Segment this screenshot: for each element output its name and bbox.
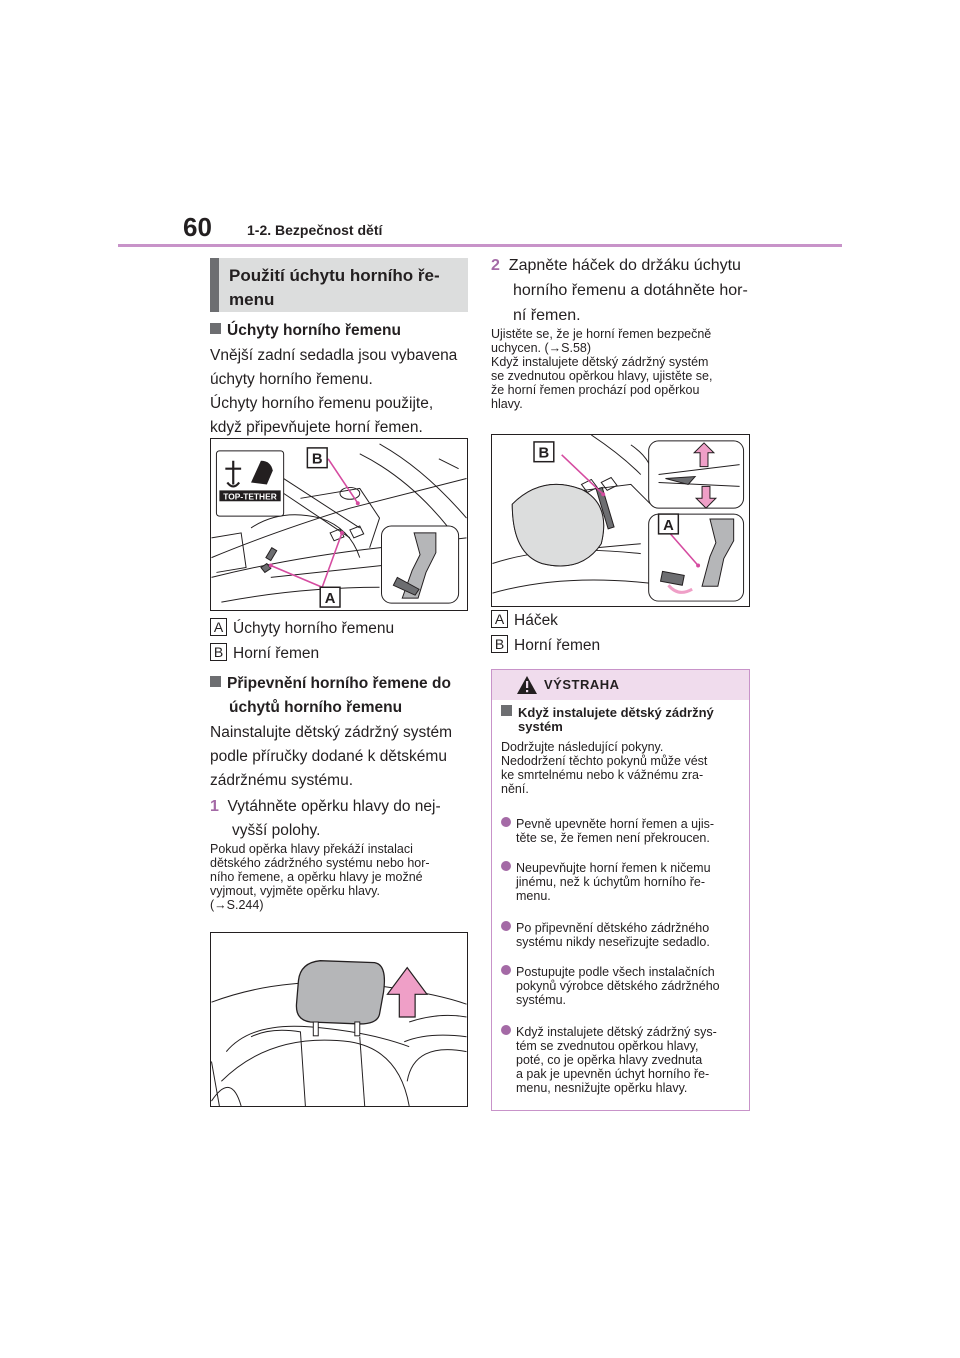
paragraph-anchors: Vnější zadní sedadla jsou vybavena úchyty horního řemenu. [210,347,458,388]
figure-hook-illustration [491,434,750,607]
subheading-anchors: Úchyty horního řemenu [210,319,401,343]
headrest-illustration [211,933,467,1106]
square-bullet-icon [210,676,221,687]
warning-intro: Dodržujte následující pokyny. Nedodržení těchto pokynů může vést ke smrtelnému nebo k vážnému zra- nění. [501,740,708,796]
paragraph-use-anchors: Úchyty horního řemenu použijte, když připevňujete horní řemen. [210,395,434,436]
legend-b: B Horní řemen [210,642,319,666]
hook-illustration [492,435,749,606]
title-text [229,264,469,312]
warning-bullet-3: Po připevnění dětského zádržného systému nikdy neseřizujte sedadlo. [501,920,741,949]
step-2: 2 Zapněte háček do držáku úchytu horního řemenu a dotáhněte hor- ní řemen. [491,257,748,324]
legend-b-tether: B Horní řemen [491,634,600,658]
legend-a: A Úchyty horního řemenu [210,617,394,641]
note-tether-secured: Ujistěte se, že je horní řemen bezpečně uchycen. (→S.58) Když instalujete dětský zádržný systém se zvednutou opěrkou hlavy, ujistěte se, že horní řemen prochází pod opěrkou hlavy. [491,327,713,411]
step-1-number: 1 [210,798,219,815]
bullet-dot-icon [501,921,511,931]
warning-subheading: Když instalujete dětský zádržný systém [501,705,741,734]
step-1: 1 Vytáhněte opěrku hlavy do nej- vyšší polohy. [210,798,441,839]
subheading-attach: Připevnění horního řemene do úchytů horního řemenu [210,672,451,720]
bullet-dot-icon [501,861,511,871]
figure-anchor-illustration [210,438,468,611]
legend-key-a: A [210,618,227,636]
bullet-dot-icon [501,965,511,975]
paragraph-install: Nainstalujte dětský zádržný systém podle příručky dodané k dětskému zádržnému systému. [210,724,453,789]
title-line-2: menu [229,290,275,309]
warning-box [491,669,750,1111]
legend-a-hook: A Háček [491,609,558,633]
warning-title: VÝSTRAHA [544,677,620,692]
anchor-illustration [211,439,467,610]
label-b-callout: B [538,445,550,462]
note-headrest: Pokud opěrka hlavy překáží instalaci dětského zádržného systému nebo hor- ního řemene, a opěrku hlavy je možné vyjmout, vyjměte opěrku hlavy. (→S.244) [210,842,430,912]
warning-triangle-icon [516,675,538,695]
bullet-dot-icon [501,1025,511,1035]
label-a-callout: A [324,591,336,608]
step-2-number: 2 [491,257,500,274]
label-b-callout: B [311,451,323,468]
legend-key-b: B [210,643,227,661]
section-title: 1-2. Bezpečnost dětí [247,222,383,238]
page-number: 60 [183,212,212,242]
label-a-callout: A [663,517,674,534]
top-tether-badge-text: TOP-TETHER [223,491,277,502]
square-bullet-icon [210,323,221,334]
warning-bullet-1: Pevně upevněte horní řemen a ujis- těte se, že řemen není překroucen. [501,816,741,845]
warning-bullet-4: Postupujte podle všech instalačních pokynů výrobce dětského zádržného systému. [501,964,741,1007]
section-title-box [210,258,468,312]
legend-key-b: B [491,635,508,653]
warning-header [492,670,749,700]
figure-headrest-illustration [210,932,468,1107]
header-rule [118,244,842,247]
bullet-dot-icon [501,817,511,827]
legend-key-a: A [491,610,508,628]
square-bullet-icon [501,705,512,716]
warning-bullet-2: Neupevňujte horní řemen k ničemu jinému, než k úchytům horního ře- menu. [501,860,741,903]
title-line-1: Použití úchytu horního ře- [229,266,440,285]
warning-bullet-5: Když instalujete dětský zádržný sys- tém se zvednutou opěrkou hlavy, poté, co je opěrka hlavy zvednuta a pak je upevněn úchyt horního ře- menu, nesnižujte opěrku hlavy. [501,1024,741,1095]
